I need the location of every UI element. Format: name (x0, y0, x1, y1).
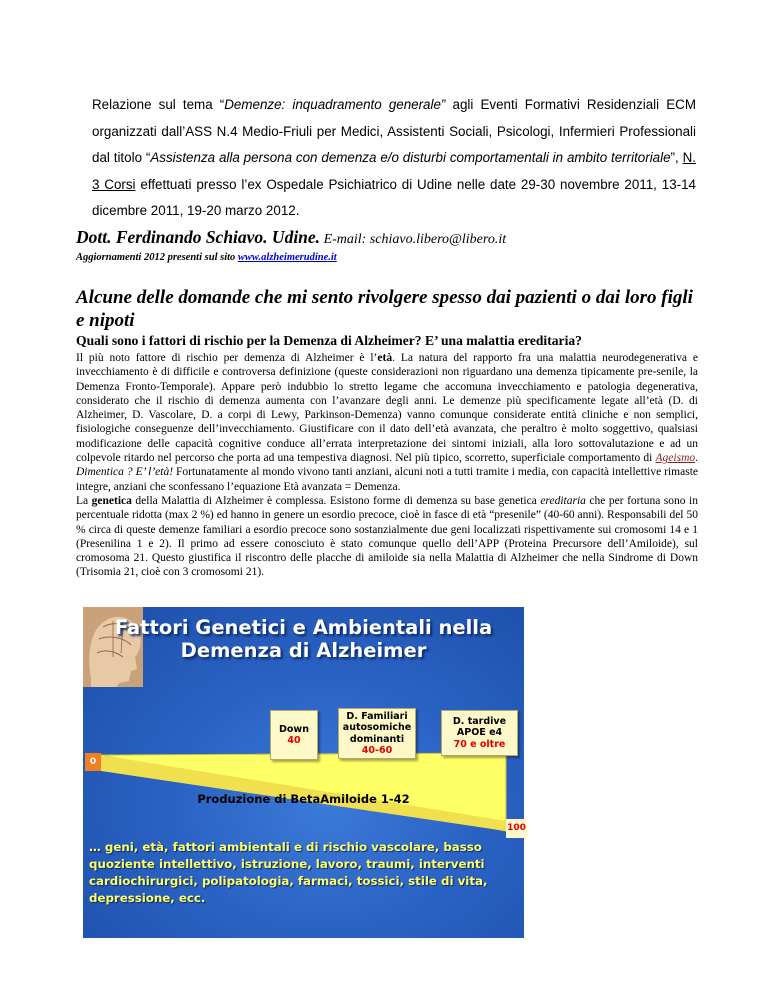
updates-link[interactable]: www.alzheimerudine.it (237, 252, 337, 263)
box-familial-age: 40-60 (361, 745, 393, 756)
body-text-7: che per fortuna sono in percentuale ridotta (max 2 %) ed hanno in genere un esordio precoce, cioè in fasce di età “presenile” (40-60 anni). Responsabili del 50 % circa di queste demenze familiari a esordio precoce sono sostanzialmente due geni localizzati rispettivamente sui cromosomi 14 e 1 (Presenilina 1 e 2). Il primo ad essere conosciuto è stato comunque quello dell’APP (Proteina Precursore dell’Amiloide), sul cromosoma 21. Questo giustifica il riscontro delle placche di amiloide sia nella Malattia di Alzheimer che nella Sindrome di Down (Trisomia 21, cioè con 3 cromosomi 21). (76, 494, 698, 579)
intro-courses-underlined: N. 3 Corsi (92, 150, 696, 192)
body-text-3: . (695, 452, 698, 465)
body-quote-italic: Dimentica ? E’ l’età! (76, 466, 174, 479)
slide-title-line-2: Demenza di Alzheimer (180, 639, 427, 662)
intro-text-1: Relazione sul tema “ (92, 97, 225, 112)
box-late-age: 70 e oltre (453, 738, 506, 750)
scale-zero-label: 0 (85, 753, 101, 771)
factors-text: … geni, età, fattori ambientali e di rischio vascolare, basso quoziente intellettivo, istruzione, lavoro, traumi, interventi cardiochirurgici, polipatologia, farmaci, tossici, stile di vita, depressione, ecc. (89, 840, 488, 905)
body-text-1: Il più noto fattore di rischio per demenza di Alzheimer è l’ (76, 352, 378, 364)
intro-paragraph (92, 92, 696, 225)
box-down-age: 40 (287, 735, 301, 746)
intro-text-3: ”, (670, 150, 683, 165)
body-text-4: Fortunatamente al mondo vivono tanti anziani, alcuni noti a tutti tramite i media, con capacità intellettive rimaste integre, anziani che sconfessano l’equazione Età avanzata = Demenza. (76, 466, 698, 493)
intro-text-4: effettuati presso l’ex Ospedale Psichiatrico di Udine nelle date 29-30 novembre 2011, 13-14 dicembre 2011, 19-20 marzo 2012. (92, 176, 696, 218)
slide-title-line-1: Fattori Genetici e Ambientali nella (114, 616, 493, 639)
body-italic-ereditaria: ereditaria (540, 494, 586, 507)
intro-text-2: agli Eventi Formativi Residenziali ECM organizzati dall’ASS N.4 Medio-Friuli per Medici, Assistenti Sociali, Psicologi, Infermieri Professionali dal titolo “ (92, 97, 696, 165)
body-text-6: della Malattia di Alzheimer è complessa. Esistono forme di demenza su base genetica (131, 494, 541, 507)
question-heading: Quali sono i fattori di rischio per la Demenza di Alzheimer? E’ una malattia ereditaria? (76, 333, 582, 348)
section-heading: Alcune delle domande che mi sento rivolgere spesso dai pazienti o dai loro figli e nipoti (76, 287, 693, 331)
author-block (76, 226, 716, 265)
box-late-label-1: D. tardive (452, 715, 507, 727)
updates-text: Aggiornamenti 2012 presenti sul sito (76, 252, 238, 263)
body-text-5: La (76, 494, 92, 507)
box-familial-label-3: dominanti (349, 733, 405, 745)
box-familial-label-1: D. Familiari (346, 710, 408, 722)
body-paragraph (76, 351, 698, 580)
box-late-label-2: APOE e4 (456, 727, 503, 739)
intro-course-italic: Assistenza alla persona con demenza e/o disturbi comportamentali in ambito territoriale (150, 150, 671, 165)
intro-title-italic: Demenze: inquadramento generale” (224, 97, 446, 112)
author-line (76, 226, 716, 251)
body-bold-eta: età (377, 352, 393, 364)
box-familial-label-2: autosomiche (342, 722, 412, 733)
updates-line (76, 251, 716, 265)
author-name: Dott. Ferdinando Schiavo. Udine. (76, 227, 321, 247)
box-down (270, 710, 318, 760)
author-email: E-mail: schiavo.libero@libero.it (320, 232, 507, 247)
body-text-2: . La natura del rapporto fra una malattia neurodegenerativa e invecchiamento è di difficile e controversa definizione (queste considerazioni non riguardano una demenza tipicamente pre-senile, la Demenza Fronto-Temporale). Appare però indubbio lo stretto legame che accomuna invecchiamento e patologia degenerativa, considerato che il rischio di demenza aumenta con l’avanzare degli anni. Le demenze più specificamente legate all’età (D. di Alzheimer, D. Vascolare, D. a corpi di Lewy, Parkinson-Demenza) vanno comunque considerate entità cliniche e non semplici, fisiologiche conseguenze dell’invecchiamento. Giustificare con il dato dell’età avanzata, che peraltro è molto soggettivo, qualsiasi modificazione delle capacità cognitive conduce all’errata interpretazione dei sintomi iniziali, alla loro sottovalutazione e ad un colpevole ritardo nel percorso che porta ad una tempestiva diagnosi. Nel più tipico, scorretto, superficiale comportamento di (76, 352, 698, 465)
box-familial (338, 708, 416, 759)
scale-hundred-label: 100 (506, 819, 527, 838)
production-label: Produzione di BetaAmiloide 1-42 (197, 792, 410, 806)
box-late (441, 710, 518, 756)
body-bold-genetica: genetica (91, 494, 132, 507)
slide-image (83, 607, 524, 938)
box-down-label: Down (279, 723, 309, 735)
ageismo-link[interactable]: Ageismo (655, 452, 696, 465)
